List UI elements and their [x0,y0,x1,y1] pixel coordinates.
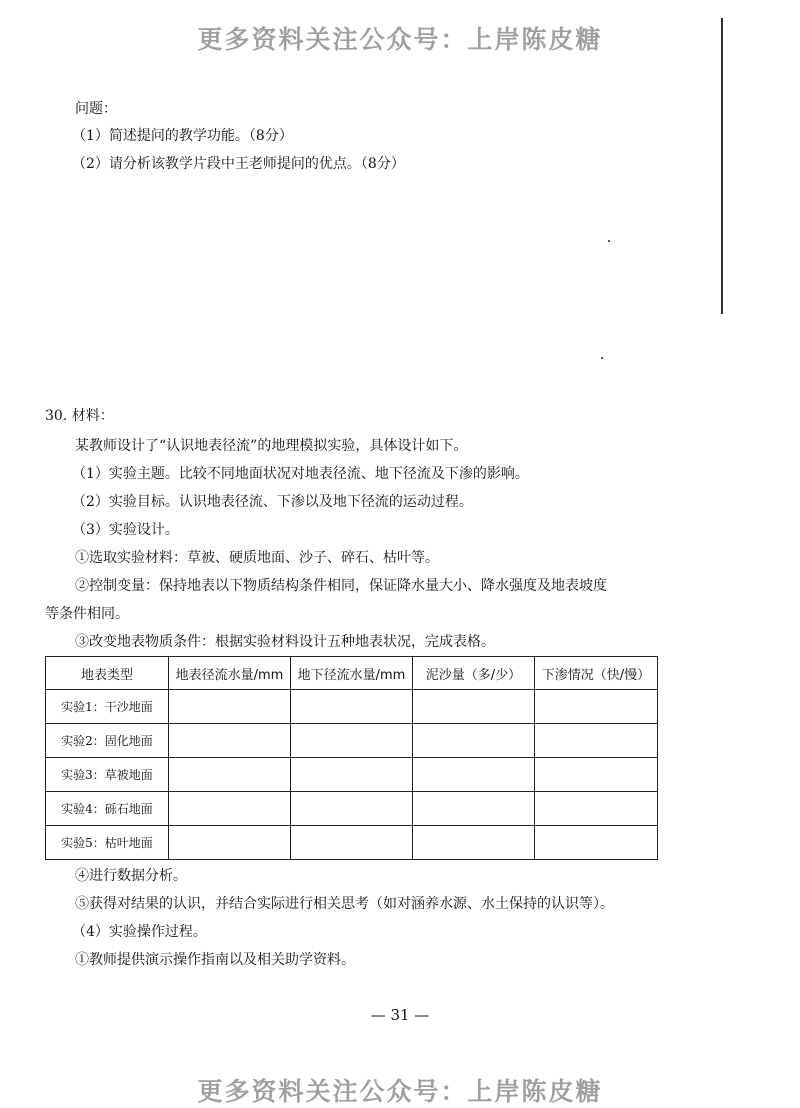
question-item-1: （1）简述提问的教学功能。（8分） [72,128,293,144]
blank-cell [169,724,291,758]
row-label: 实验3：草被地面 [46,758,169,792]
blank-cell [535,792,658,826]
q30-title: 30. 材料： [45,408,114,424]
table-row [46,690,658,724]
header-sediment: 泥沙量（多/少） [413,657,535,690]
q30-step-2: ②控制变量：保持地表以下物质结构条件相同，保证降水量大小、降水强度及地表坡度 [75,578,607,594]
blank-cell [169,690,291,724]
q30-intro: 某教师设计了“认识地表径流”的地理模拟实验，具体设计如下。 [75,438,468,454]
q30-step-6: ①教师提供演示操作指南以及相关助学资料。 [75,952,355,968]
blank-cell [413,792,535,826]
row-label: 实验1：干沙地面 [46,690,169,724]
header-underground-runoff: 地下径流水量/mm [291,657,413,690]
q30-step-5: ⑤获得对结果的认识，并结合实际进行相关思考（如对涵养水源、水土保持的认识等）。 [75,896,614,912]
q30-theme: （1）实验主题。比较不同地面状况对地表径流、地下径流及下渗的影响。 [72,466,529,482]
blank-cell [291,826,413,860]
q30-design: （3）实验设计。 [72,522,179,538]
blank-cell [413,724,535,758]
blank-cell [291,724,413,758]
blank-cell [169,826,291,860]
row-label: 实验5：枯叶地面 [46,826,169,860]
blank-cell [535,758,658,792]
blank-cell [413,826,535,860]
page-number: — 31 — [370,1006,430,1024]
q30-step-1: ①选取实验材料：草被、硬质地面、沙子、碎石、枯叶等。 [75,550,439,566]
table-header-row [46,657,658,690]
blank-cell [169,792,291,826]
table-row [46,792,658,826]
blank-cell [291,690,413,724]
scan-speck [608,240,610,242]
q30-step-3: ③改变地表物质条件：根据实验材料设计五种地表状况，完成表格。 [75,634,495,650]
q30-step-4: ④进行数据分析。 [75,868,187,884]
margin-rule [721,18,723,314]
question-heading: 问题： [75,101,117,117]
scan-speck [601,357,603,359]
header-surface-type: 地表类型 [46,657,169,690]
blank-cell [413,690,535,724]
table-row [46,724,658,758]
blank-cell [535,690,658,724]
blank-cell [535,826,658,860]
question-item-2: （2）请分析该教学片段中王老师提问的优点。（8分） [72,156,405,172]
blank-cell [413,758,535,792]
q30-goal: （2）实验目标。认识地表径流、下渗以及地下径流的运动过程。 [72,494,473,510]
row-label: 实验4：砾石地面 [46,792,169,826]
q30-step-2-cont: 等条件相同。 [45,606,129,622]
table-row [46,758,658,792]
watermark-top: 更多资料关注公众号：上岸陈皮糖 [197,25,603,54]
q30-procedure: （4）实验操作过程。 [72,924,207,940]
blank-cell [291,792,413,826]
row-label: 实验2：固化地面 [46,724,169,758]
blank-cell [535,724,658,758]
table-row [46,826,658,860]
blank-cell [169,758,291,792]
header-infiltration: 下渗情况（快/慢） [535,657,658,690]
blank-cell [291,758,413,792]
experiment-table [45,656,658,860]
watermark-bottom: 更多资料关注公众号：上岸陈皮糖 [197,1077,603,1106]
header-surface-runoff: 地表径流水量/mm [169,657,291,690]
